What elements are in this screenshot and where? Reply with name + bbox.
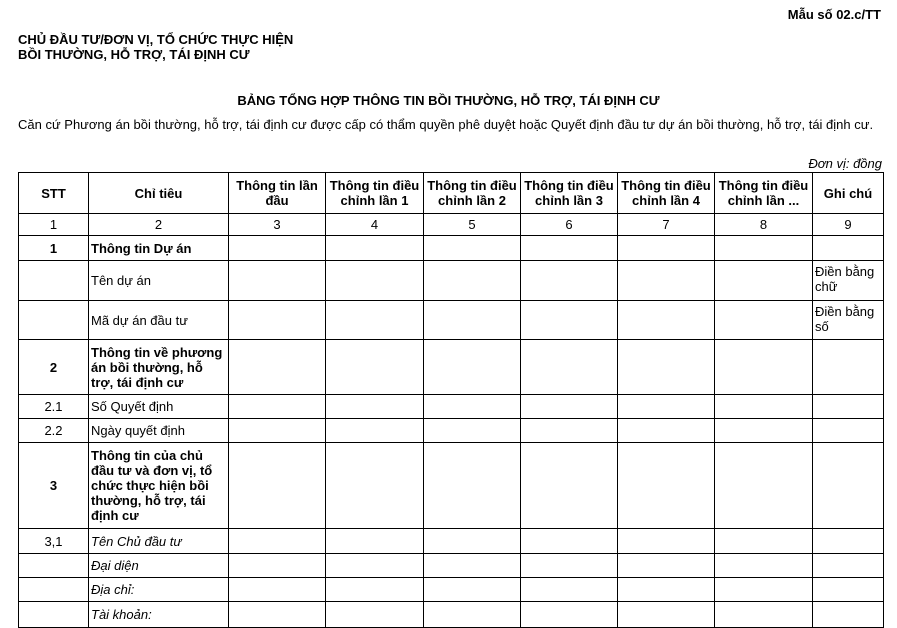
data-cell [715, 261, 813, 301]
header-stt: STT [19, 173, 89, 214]
row-label: Đại diện [89, 554, 229, 578]
data-cell [521, 443, 618, 529]
data-cell [229, 602, 326, 628]
row-note: Điền bằng số [813, 301, 884, 340]
row-stt: 2.2 [19, 419, 89, 443]
row-label: Thông tin về phương án bồi thường, hỗ trợ, tái định cư [89, 340, 229, 395]
table-row [19, 554, 884, 578]
data-cell [229, 554, 326, 578]
data-cell [229, 340, 326, 395]
data-cell [715, 578, 813, 602]
header-adjustment-3: Thông tin điều chỉnh lần 3 [521, 173, 618, 214]
table-row [19, 602, 884, 628]
table-row [19, 340, 884, 395]
data-cell [521, 301, 618, 340]
column-number-row [19, 214, 884, 236]
row-stt: 3 [19, 443, 89, 529]
data-cell [521, 261, 618, 301]
data-cell [521, 554, 618, 578]
row-stt [19, 301, 89, 340]
data-cell [229, 395, 326, 419]
table-row [19, 443, 884, 529]
data-cell [326, 529, 424, 554]
data-cell [521, 529, 618, 554]
data-cell [326, 578, 424, 602]
column-number: 2 [89, 214, 229, 236]
row-note [813, 578, 884, 602]
data-cell [424, 301, 521, 340]
header-notes: Ghi chú [813, 173, 884, 214]
row-label: Thông tin của chủ đầu tư và đơn vị, tổ chức thực hiện bồi thường, hỗ trợ, tái định cư [89, 443, 229, 529]
data-cell [326, 443, 424, 529]
data-cell [715, 301, 813, 340]
row-note [813, 554, 884, 578]
row-note [813, 419, 884, 443]
row-note: Điền bằng chữ [813, 261, 884, 301]
table-row [19, 419, 884, 443]
row-note [813, 443, 884, 529]
column-number: 9 [813, 214, 884, 236]
data-cell [326, 602, 424, 628]
row-stt [19, 602, 89, 628]
row-note [813, 602, 884, 628]
header-adjustment-1: Thông tin điều chỉnh lần 1 [326, 173, 424, 214]
data-cell [424, 419, 521, 443]
data-cell [715, 529, 813, 554]
data-cell [521, 578, 618, 602]
data-cell [229, 529, 326, 554]
row-stt: 1 [19, 236, 89, 261]
header-adjustment-4: Thông tin điều chỉnh lần 4 [618, 173, 715, 214]
row-stt [19, 578, 89, 602]
data-cell [424, 236, 521, 261]
column-number: 1 [19, 214, 89, 236]
data-cell [618, 554, 715, 578]
data-cell [326, 554, 424, 578]
data-cell [424, 578, 521, 602]
row-stt: 2.1 [19, 395, 89, 419]
column-number: 8 [715, 214, 813, 236]
row-label: Tên dự án [89, 261, 229, 301]
data-cell [424, 602, 521, 628]
data-cell [326, 419, 424, 443]
header-row [19, 173, 884, 214]
data-cell [715, 554, 813, 578]
data-cell [618, 340, 715, 395]
data-cell [618, 602, 715, 628]
data-cell [618, 395, 715, 419]
data-cell [326, 395, 424, 419]
header-adjustment-2: Thông tin điều chỉnh lần 2 [424, 173, 521, 214]
data-cell [618, 419, 715, 443]
data-cell [229, 578, 326, 602]
data-cell [618, 261, 715, 301]
data-cell [618, 529, 715, 554]
data-cell [229, 419, 326, 443]
column-number: 3 [229, 214, 326, 236]
data-cell [521, 395, 618, 419]
row-note [813, 340, 884, 395]
data-cell [618, 236, 715, 261]
data-cell [618, 578, 715, 602]
table-row [19, 301, 884, 340]
header-indicator: Chỉ tiêu [89, 173, 229, 214]
data-cell [618, 301, 715, 340]
data-cell [715, 602, 813, 628]
row-label: Tên Chủ đầu tư [89, 529, 229, 554]
data-cell [326, 236, 424, 261]
data-cell [715, 340, 813, 395]
data-cell [424, 261, 521, 301]
row-stt: 2 [19, 340, 89, 395]
table-row [19, 529, 884, 554]
data-cell [424, 340, 521, 395]
row-label: Thông tin Dự án [89, 236, 229, 261]
data-cell [326, 261, 424, 301]
row-label: Địa chỉ: [89, 578, 229, 602]
data-cell [521, 340, 618, 395]
data-cell [715, 419, 813, 443]
data-cell [229, 443, 326, 529]
data-cell [229, 236, 326, 261]
column-number: 5 [424, 214, 521, 236]
data-cell [424, 554, 521, 578]
row-stt [19, 554, 89, 578]
unit-label: Đơn vị: đồng [808, 156, 882, 171]
data-cell [715, 443, 813, 529]
organization-line-1: CHỦ ĐẦU TƯ/ĐƠN VỊ, TỔ CHỨC THỰC HIỆN [18, 32, 294, 47]
table-row [19, 578, 884, 602]
data-cell [521, 236, 618, 261]
data-cell [521, 602, 618, 628]
row-label: Mã dự án đầu tư [89, 301, 229, 340]
basis-paragraph: Căn cứ Phương án bồi thường, hỗ trợ, tái định cư được cấp có thẩm quyền phê duyệt hoặc Quyết định đầu tư dự án bồi thường, hỗ trợ, tái định cư. [18, 117, 874, 132]
row-label: Ngày quyết định [89, 419, 229, 443]
row-note [813, 529, 884, 554]
column-number: 4 [326, 214, 424, 236]
column-number: 6 [521, 214, 618, 236]
summary-table [18, 172, 884, 628]
header-adjustment-n: Thông tin điều chỉnh lần ... [715, 173, 813, 214]
data-cell [618, 443, 715, 529]
form-code: Mẫu số 02.c/TT [787, 7, 881, 22]
row-label: Tài khoản: [89, 602, 229, 628]
header-initial-info: Thông tin lần đầu [229, 173, 326, 214]
row-stt: 3,1 [19, 529, 89, 554]
row-stt [19, 261, 89, 301]
data-cell [715, 395, 813, 419]
row-label: Số Quyết định [89, 395, 229, 419]
document-title: BẢNG TỔNG HỢP THÔNG TIN BỒI THƯỜNG, HỖ TRỢ, TÁI ĐỊNH CƯ [237, 93, 660, 108]
data-cell [521, 419, 618, 443]
data-cell [715, 236, 813, 261]
table-row [19, 395, 884, 419]
data-cell [424, 395, 521, 419]
data-cell [229, 261, 326, 301]
row-note [813, 395, 884, 419]
data-cell [326, 340, 424, 395]
data-cell [229, 301, 326, 340]
data-cell [424, 443, 521, 529]
organization-heading [18, 32, 293, 62]
table-row [19, 261, 884, 301]
organization-line-2: BỒI THƯỜNG, HỖ TRỢ, TÁI ĐỊNH CƯ [18, 47, 250, 62]
column-number: 7 [618, 214, 715, 236]
row-note [813, 236, 884, 261]
data-cell [424, 529, 521, 554]
table-row [19, 236, 884, 261]
data-cell [326, 301, 424, 340]
